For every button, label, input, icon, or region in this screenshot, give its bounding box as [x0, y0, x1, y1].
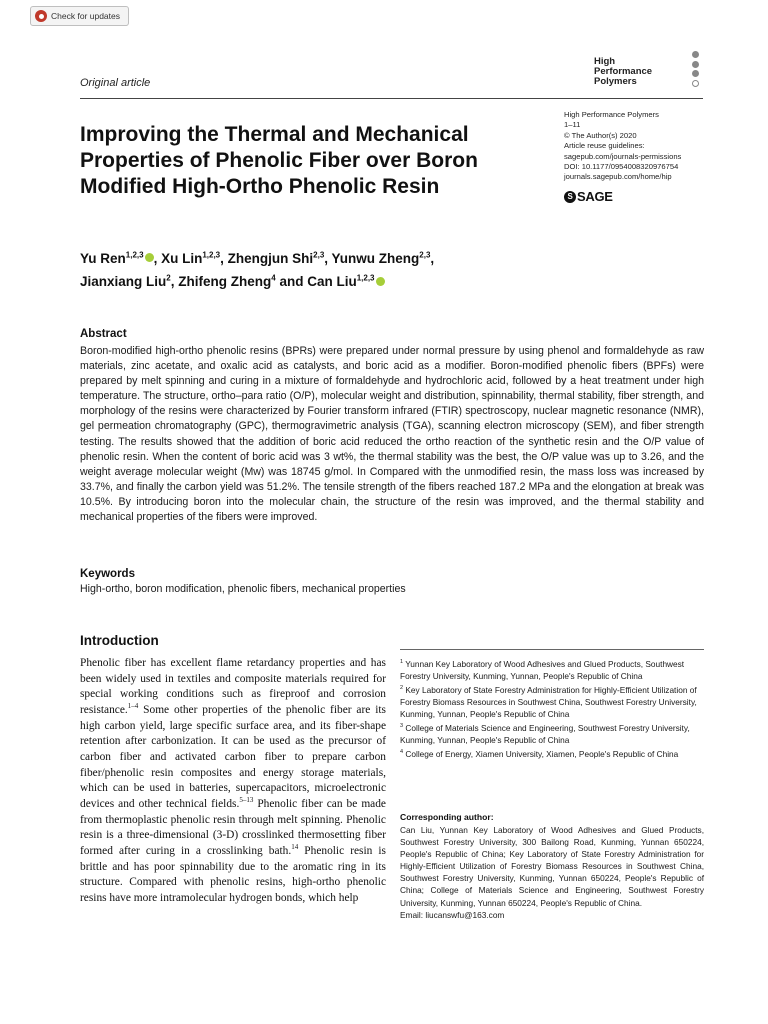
abstract-heading: Abstract [80, 328, 127, 340]
journal-logo-line3: Polymers [594, 76, 637, 87]
author-name: Yu Ren [80, 250, 126, 266]
author[interactable] [80, 274, 178, 289]
footnote [400, 746, 704, 760]
article-title: Improving the Thermal and Mechanical Properties of Phenolic Fiber over Boron Modified High-Ortho Phenolic Resin [80, 123, 478, 198]
meta-copyright: © The Author(s) 2020 [564, 130, 637, 140]
citation-ref[interactable]: 1–4 [127, 702, 139, 711]
publisher-logo [564, 189, 613, 204]
author-affiliation: 1,2,3 [356, 273, 375, 283]
update-badge-icon [35, 10, 47, 22]
citation-ref[interactable]: 14 [291, 843, 299, 852]
footnote-rule [400, 649, 704, 650]
footnote-text: College of Energy, Xiamen University, Xiamen, People's Republic of China [405, 748, 679, 759]
header-rule [80, 98, 703, 99]
author[interactable] [178, 274, 307, 289]
author-separator: , [220, 250, 228, 266]
author-separator: , [430, 250, 435, 266]
footnote-text: Yunnan Key Laboratory of Wood Adhesives and Glued Products, Southwest Forestry University, Kunming, Yunnan, People's Republic of China [400, 658, 685, 681]
author[interactable] [307, 274, 384, 289]
corresponding-author-text: Can Liu, Yunnan Key Laboratory of Wood Adhesives and Glued Products, Southwest Forestry University, 300 Bailong Road, Kunming, Yunnan 650224, People's Republic of China; Key Laboratory of State Forestry Administration for Highly-Efficient Utilization of Forestry Biomass Resources in Southwest China, Southwest Forestry University, Kunming, Yunnan 650224, People's Republic of China; College of Materials Science and Engineering, Southwest Forestry University, Kunming, Yunnan 650224, People's Republic of China. [400, 825, 704, 908]
author[interactable] [332, 251, 435, 266]
journal-logo [594, 57, 704, 93]
introduction-text [80, 656, 386, 907]
corresponding-author-email[interactable]: Email: liucanswfu@163.com [400, 909, 505, 920]
author-affiliation: 2,3 [313, 250, 325, 259]
author-separator: , [153, 250, 162, 266]
author-name: Yunwu Zheng [331, 250, 420, 266]
author-separator: and [275, 274, 308, 289]
footnote [400, 656, 704, 682]
author-name: Xu Lin [161, 250, 203, 266]
author-name: Jianxiang Liu [80, 274, 167, 289]
keywords-heading: Keywords [80, 568, 135, 580]
footnote [400, 720, 704, 746]
author-affiliation: 1,2,3 [125, 250, 144, 259]
intro-segment: Phenolic fiber can be made from thermoplastic phenolic resin through melt spinning. Phenolic resin is a three-dimensional (3-D) crosslinked thermosetting fiber formed after curing in a crosslinking bath. [80, 797, 386, 857]
footnote [400, 682, 704, 720]
article-type: Original article [80, 77, 151, 89]
check-for-updates-button[interactable] [30, 6, 129, 26]
publisher-name: SAGE [577, 189, 613, 204]
introduction-heading: Introduction [80, 633, 159, 648]
publication-meta [564, 110, 734, 183]
author-list [80, 245, 600, 292]
affiliation-footnotes [400, 656, 704, 760]
keywords-text: High-ortho, boron modification, phenolic fibers, mechanical properties [80, 583, 406, 595]
author-separator: , [324, 250, 332, 266]
intro-segment: Phenolic fiber has excellent flame retardancy properties and has been widely used in textiles and composite materials required for special working conditions such as fireproof and corrosion resistance. [80, 657, 386, 716]
meta-journal: High Performance Polymers [564, 110, 659, 119]
author-separator: , [170, 274, 179, 289]
footnote-number: 4 [400, 748, 404, 755]
footnote-number: 3 [400, 723, 404, 729]
journal-dots-icon [692, 51, 702, 89]
author[interactable] [161, 251, 228, 266]
intro-segment: Phenolic resin is brittle and has poor spinnability due to the aromatic ring in its structure. Compared with phenolic resins, high-ortho phenolic resins have more intramolecular hydrogen bonds, which help [80, 844, 386, 904]
author-name: Can Liu [307, 274, 357, 289]
author-affiliation: 1,2,3 [202, 250, 221, 259]
author-name: Zhifeng Zheng [178, 274, 272, 289]
author-name: Zhengjun Shi [227, 250, 314, 266]
author-affiliation: 4 [271, 273, 276, 283]
footnote-text: Key Laboratory of State Forestry Administration for Highly-Efficient Utilization of Forestry Biomass Resources in Southwest China, Southwest Forestry University, Kunming, Yunnan, People's Republic of China [400, 684, 697, 719]
abstract-text: Boron-modified high-ortho phenolic resins (BPRs) were prepared under normal pressure by using phenol and formaldehyde as raw materials, zinc acetate, and oxalic acid as catalysts, and boric acid as a modifier. Boron-modified phenolic fibers (BPFs) were prepared by melt spinning and curing in a mixture of formaldehyde and hydrochloric acid, followed by a heat treatment under high temperature. The structure, ortho–para ratio (O/P), molecular weight and distribution, spinnability, thermal stability, fiber strength, and morphology of the resins were characterized by Fourier transform infrared (FTIR) spectroscopy, nuclear magnetic resonance (NMR), gel permeation chromatography (GPC), thermogravimetric analysis (TGA), scanning electron microscopy (SEM), and fiber strength testing. The results showed that the addition of boric acid reduced the ortho reaction of the synthetic resin and the O/P value of phenolic resin. When the content of boric acid was 3 wt%, the thermal stability was the best, the O/P value was up to 3.26, and the weight average molecular weight (Mw) was 18745 g/mol. In Compared with the unmodified resin, the mass loss was increased by 33.7%, and finally the carbon yield was 51.2%. The tensile strength of the fibers reached 187.2 MPa and the elongation at break was 10.5%. By introducing boron into the molecular chain, the structure of the resin was improved, and the thermal stability and mechanical properties of the fibers were improved. [80, 345, 704, 524]
footnote-number: 2 [400, 684, 404, 691]
meta-doi[interactable]: DOI: 10.1177/0954008320976754 [564, 162, 679, 172]
meta-reuse-label: Article reuse guidelines: [564, 141, 645, 151]
orcid-icon[interactable] [145, 253, 154, 262]
citation-ref[interactable]: 5–13 [239, 796, 254, 805]
author-affiliation: 2,3 [419, 250, 431, 259]
meta-home-link[interactable]: journals.sagepub.com/home/hip [564, 172, 672, 182]
author[interactable] [80, 251, 161, 266]
meta-reuse-link[interactable]: sagepub.com/journals-permissions [564, 151, 682, 161]
corresponding-author-heading: Corresponding author: [400, 812, 494, 822]
meta-pages: 1–11 [564, 120, 581, 130]
footnote-number: 1 [400, 659, 404, 665]
corresponding-author-block [400, 824, 704, 921]
footnote-text: College of Materials Science and Engineering, Southwest Forestry University, Kunming, Yunnan, People's Republic of China [400, 722, 690, 745]
orcid-icon[interactable] [376, 277, 385, 286]
journal-logo-line2: Performance [594, 66, 653, 77]
sage-s-icon: S [564, 191, 576, 203]
journal-logo-line1: High [594, 56, 616, 67]
check-for-updates-label: Check for updates [51, 11, 120, 21]
author[interactable] [228, 251, 332, 266]
author-affiliation: 2 [166, 273, 171, 283]
intro-segment: Some other properties of the phenolic fiber are its high carbon yield, large specific surface area, and its fiber-shape retention after carbonization. It can be used as the precursor of carbon fiber and activated carbon fiber to prepare carbon fiber/phenolic resin composites and energy storage materials, which can be used in batteries, supercapacitors, microelectronic devices and other technical fields. [80, 703, 386, 810]
